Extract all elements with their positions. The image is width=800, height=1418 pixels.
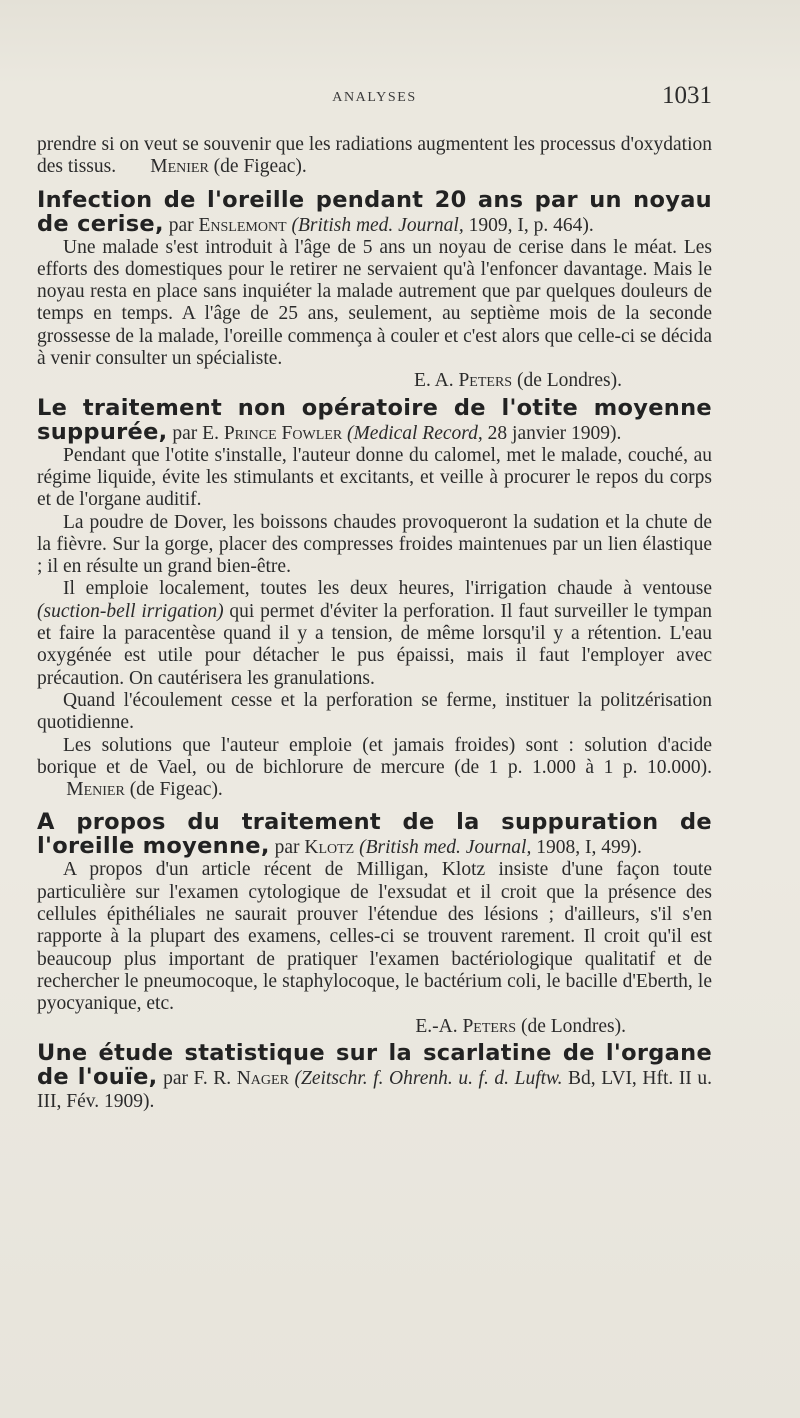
running-title: ANALYSES [332, 90, 417, 105]
intro-signature-place: (de Figeac). [213, 156, 307, 178]
article-4-heading: Une étude statistique sur la scarlatine de l'organe de l'ouïe, par F. R. Nager (Zeitschr. f. Ohrenh. u. f. d. Luftw. Bd, LVI, Hft. II u. III, Fév. 1909). [37, 1039, 712, 1112]
article-2-author: Prince Fowler [223, 422, 343, 444]
article-2-paragraph-5: Les solutions que l'auteur emploie (et jamais froides) sont : solution d'acide borique et de Vael, ou de bichlorure de mercure (de 1 p. 1.000 à 1 p. 10.000). Menier (de Figeac). [37, 734, 712, 801]
article-2-heading: Le traitement non opératoire de l'otite moyenne suppurée, par E. Prince Fowler (Medical Record, 28 janvier 1909). [37, 394, 712, 445]
article-1-body: Une malade s'est introduit à l'âge de 5 ans un noyau de cerise dans le méat. Les efforts des domestiques pour le retirer ne servaient qu'à l'enfoncer davantage. Mais le noyau resta en place sans inquiéter la malade autrement que par quelques douleurs de temps en temps. A l'âge de 25 ans, seulement, au septième mois de la seconde grossesse de la malade, l'oreille commença à couler et c'est alors que celle-ci se décida à venir consulter un spécialiste. [37, 236, 712, 370]
article-2-paragraph-1: Pendant que l'otite s'installe, l'auteur donne du calomel, met le malade, couché, au régime liquide, évite les stimulants et excitants, et veille à procurer le repos du corps et de l'organe auditif. [37, 444, 712, 511]
article-3-body: A propos d'un article récent de Milligan, Klotz insiste d'une façon toute particulière sur l'examen cytologique de l'exsudat et il croit que la présence des cellules épithéliales ne saurait prouver l'étendue des lésions ; d'ailleurs, s'il s'en rapporte à la plupart des examens, celles-ci se trouvent rarement. Il croit qu'il est beaucoup plus important de pratiquer l'examen bactériologique qualitatif et de rechercher le pneumocoque, le staphylocoque, le bactérium coli, le bacille d'Eberth, le pyocyanique, etc. [37, 859, 712, 1015]
article-1-signature: E. A. Peters (de Londres). [414, 370, 622, 392]
article-2-title: Le traitement non opératoire de l'otite moyenne suppurée, [37, 394, 712, 445]
page-number: 1031 [662, 82, 712, 109]
intro-paragraph: prendre si on veut se souvenir que les radiations augmentent les processus d'oxydation des tissus. Menier (de Figeac). [37, 134, 712, 178]
intro-signature-name: Menier [150, 156, 209, 178]
article-3-title: A propos du traitement de la suppuration de l'oreille moyenne, [37, 809, 712, 860]
article-2-paragraph-2: La poudre de Dover, les boissons chaudes provoqueront la sudation et la chute de la fièvre. Sur la gorge, placer des compresses froides maintenues par un lien élastique ; il en résulte un grand bien-être. [37, 511, 712, 578]
article-1-heading: Infection de l'oreille pendant 20 ans par un noyau de cerise, par Enslemont (British med. Journal, 1909, I, p. 464). [37, 186, 712, 237]
article-1-title: Infection de l'oreille pendant 20 ans par un noyau de cerise, [37, 186, 712, 237]
article-2-signature-name: Menier [66, 779, 125, 801]
article-4-author: Nager [236, 1067, 289, 1089]
article-3-heading: A propos du traitement de la suppuration de l'oreille moyenne, par Klotz (British med. Journal, 1908, I, 499). [37, 809, 712, 860]
running-header [37, 82, 712, 122]
article-1-author: Enslemont [198, 214, 287, 236]
article-4-title: Une étude statistique sur la scarlatine de l'organe de l'ouïe, [37, 1039, 712, 1090]
article-3-signature: E.-A. Peters (de Londres). [415, 1015, 626, 1037]
article-2-signature-place: (de Figeac). [129, 779, 223, 801]
article-2-paragraph-3: Il emploie localement, toutes les deux heures, l'irrigation chaude à ventouse (suction-bell irrigation) qui permet d'éviter la perforation. Il faut surveiller le tympan et faire la paracentèse quand il y a tension, de même lorsqu'il y a rétention. L'eau oxygénée est utile pour détacher le pus épaissi, mais il faut l'employer avec précaution. On cautérisera les granulations. [37, 578, 712, 689]
article-2-paragraph-4: Quand l'écoulement cesse et la perforation se ferme, instituer la politzérisation quotidienne. [37, 689, 712, 734]
article-3-author: Klotz [304, 837, 355, 859]
